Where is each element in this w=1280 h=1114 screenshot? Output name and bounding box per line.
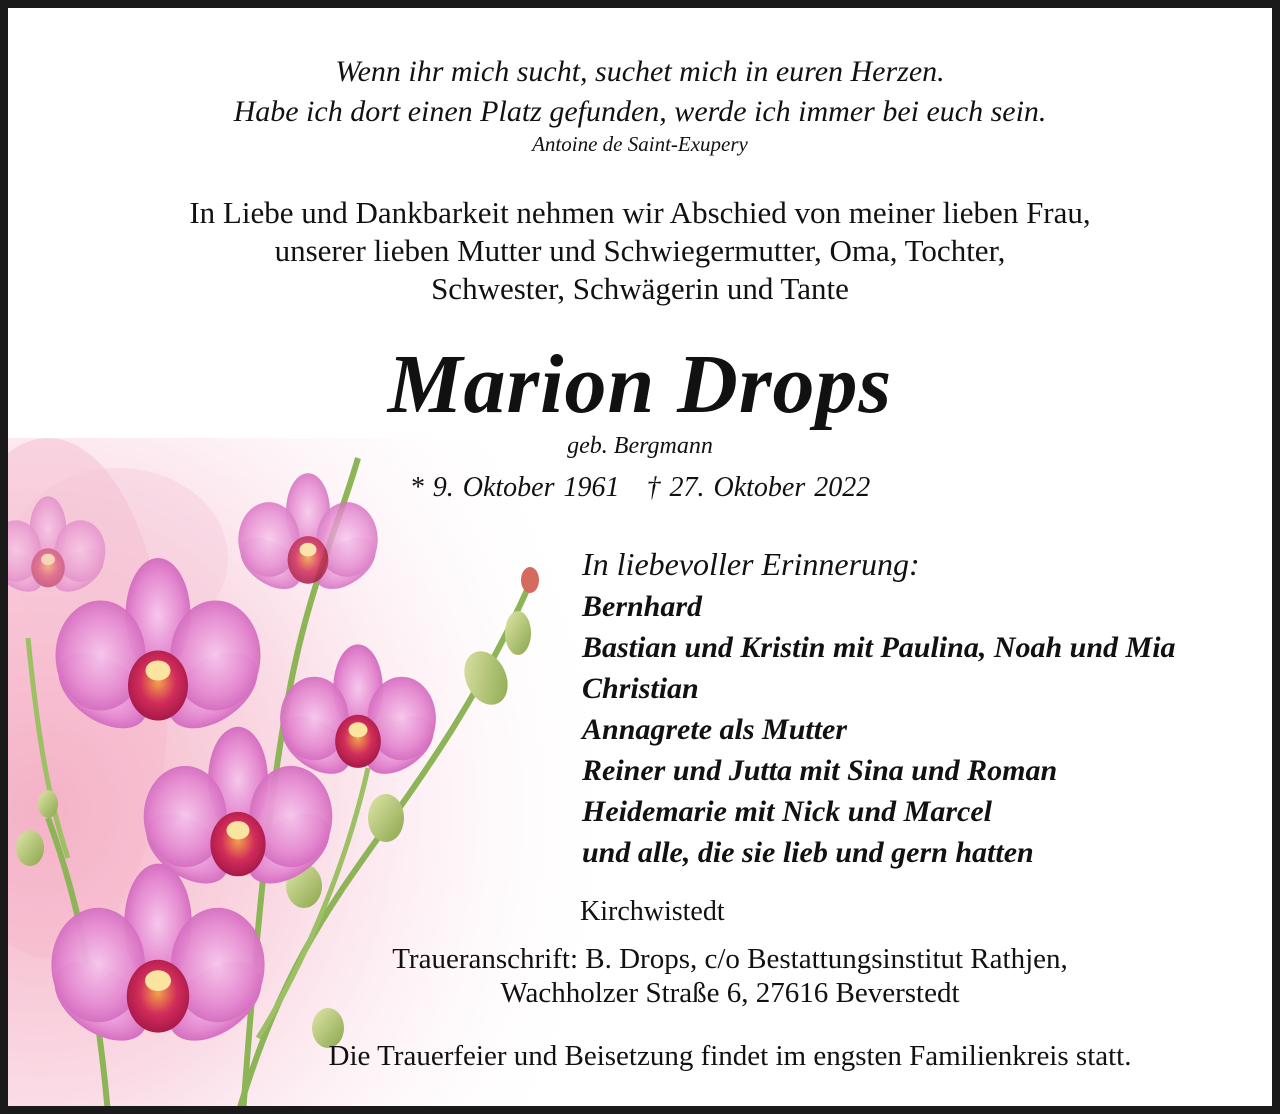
place-name: Kirchwistedt [580,896,725,927]
memorial-quote [8,52,1272,132]
birth-date: * 9. Oktober 1961 [409,472,620,503]
life-dates [8,472,1272,504]
quote-line-2: Habe ich dort einen Platz gefunden, werde ich immer bei euch sein. [233,95,1047,128]
list-item: Bastian und Kristin mit Paulina, Noah und Mia [582,631,1176,664]
list-item: und alle, die sie lieb und gern hatten [582,836,1034,869]
list-item: Christian [582,672,699,705]
intro-line-2: unserer lieben Mutter und Schwiegermutter, Oma, Tochter, [274,233,1006,268]
service-notice: Die Trauerfeier und Beisetzung findet im engsten Familienkreis statt. [328,1040,1132,1072]
farewell-intro [8,194,1272,308]
mourners-title: In liebevoller Erinnerung: [582,546,920,582]
list-item: Annagrete als Mutter [582,713,848,746]
deceased-name: Marion Drops [387,338,893,431]
death-date: † 27. Oktober 2022 [646,472,871,503]
list-item: Reiner und Jutta mit Sina und Roman [582,754,1058,787]
mourning-address [98,942,1280,1010]
address-line-1: Traueranschrift: B. Drops, c/o Bestattungsinstitut Rathjen, [392,943,1068,975]
address-line-2: Wachholzer Straße 6, 27616 Beverstedt [500,977,960,1009]
mourners-list [582,586,1176,873]
orchid-illustration [8,438,628,1114]
list-item: Bernhard [582,590,703,623]
list-item: Heidemarie mit Nick und Marcel [582,795,992,828]
intro-line-3: Schwester, Schwägerin und Tante [431,271,849,306]
quote-line-1: Wenn ihr mich sucht, suchet mich in euren Herzen. [335,55,945,88]
quote-author: Antoine de Saint-Exupery [532,132,748,156]
intro-line-1: In Liebe und Dankbarkeit nehmen wir Abschied von meiner lieben Frau, [189,195,1091,230]
maiden-name: geb. Bergmann [567,433,713,459]
